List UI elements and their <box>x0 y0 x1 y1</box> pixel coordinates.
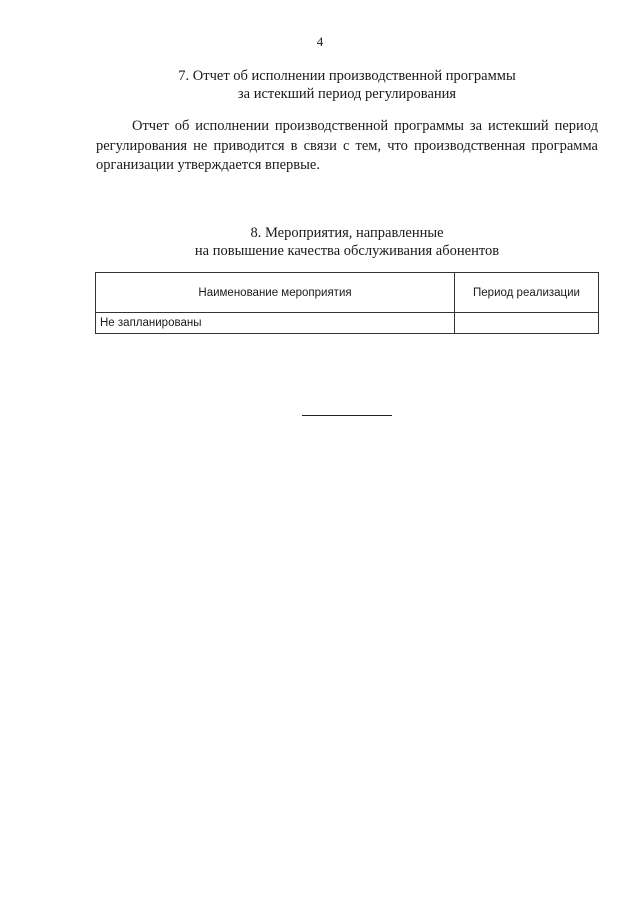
table-cell-period <box>455 313 599 334</box>
table-row <box>96 313 599 334</box>
section-8-title-line-1: 8. Мероприятия, направленные <box>250 225 444 241</box>
measures-table <box>95 272 599 334</box>
section-7-title-line-1: 7. Отчет об исполнении производственной программы <box>178 68 516 84</box>
page-number: 4 <box>316 34 324 49</box>
section-7-title-line-2: за истекший период регулирования <box>237 86 457 102</box>
section-7-paragraph: Отчет об исполнении производственной программы за истекший период регулирования не приводится в связи с тем, что производственная программа организации утверждается впервые. <box>96 118 598 173</box>
table-header-row <box>96 273 599 313</box>
column-header-measure-name: Наименование мероприятия <box>96 273 455 313</box>
end-of-document-rule <box>302 415 392 416</box>
section-8-heading <box>96 224 598 260</box>
column-header-period: Период реализации <box>455 273 599 313</box>
section-7-heading <box>96 67 598 103</box>
table-cell-measure-name: Не запланированы <box>96 313 455 334</box>
section-8-title-line-2: на повышение качества обслуживания абонентов <box>194 243 500 259</box>
